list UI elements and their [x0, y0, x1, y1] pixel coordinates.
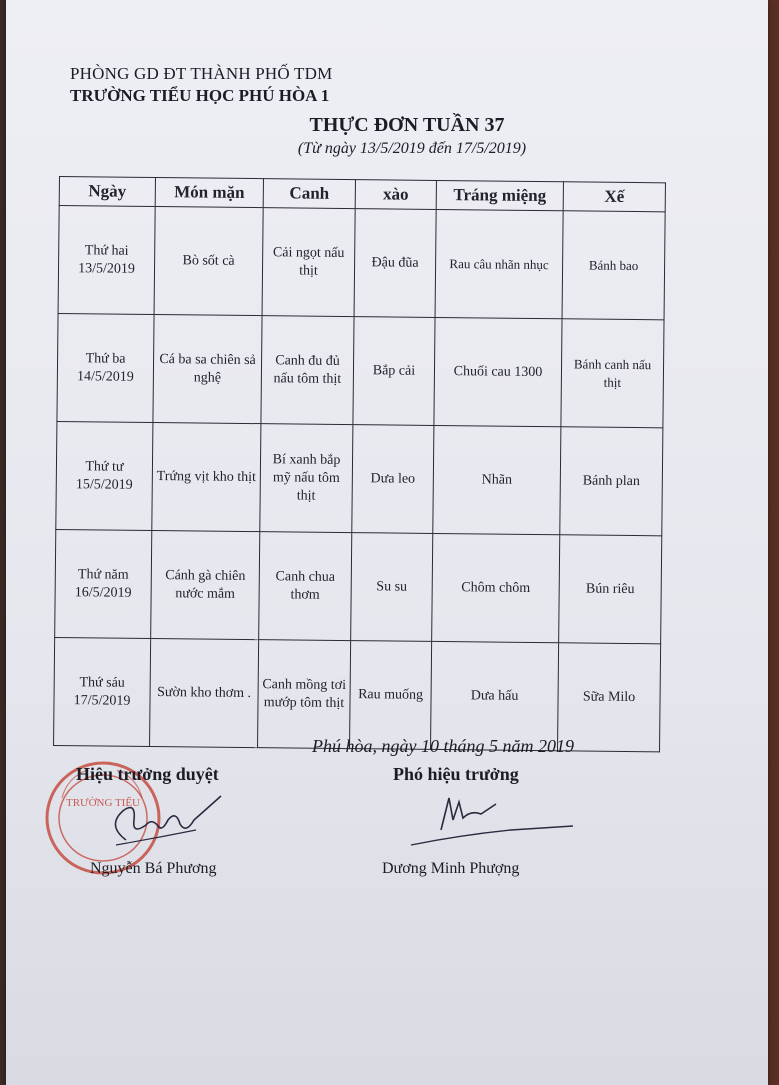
table-row	[56, 421, 663, 535]
menu-date-range: (Từ ngày 13/5/2019 đến 17/5/2019)	[297, 140, 527, 157]
column-header: Canh	[263, 179, 355, 209]
column-header: xào	[355, 180, 436, 210]
table-row	[57, 313, 664, 427]
column-header: Xế	[563, 182, 665, 212]
dessert-cell: Nhãn	[433, 425, 561, 534]
soup-cell: Canh mồng tơi mướp tôm thịt	[258, 640, 351, 749]
main-dish-cell: Trứng vịt kho thịt	[152, 422, 261, 531]
column-header: Món mặn	[155, 178, 263, 208]
weekly-menu-table	[53, 176, 666, 752]
day-cell	[55, 529, 152, 638]
main-dish-cell: Cánh gà chiên nước mắm	[151, 530, 260, 639]
dessert-cell: Chuối cau 1300	[434, 317, 562, 426]
signing-date: Phú hòa, ngày 10 tháng 5 năm 2019	[312, 736, 574, 756]
snack-cell: Sữa Milo	[558, 643, 661, 752]
school-header: TRƯỜNG TIỂU HỌC PHÚ HÒA 1	[70, 86, 330, 105]
stir-fry-cell: Dưa leo	[352, 425, 434, 534]
snack-cell: Bún riêu	[559, 535, 662, 644]
soup-cell: Canh đu đủ nấu tôm thịt	[261, 316, 354, 425]
day-date: 16/5/2019	[74, 584, 132, 601]
vice-principal-signature-icon	[401, 790, 581, 850]
table-row	[58, 206, 665, 320]
day-name: Thứ tư	[85, 458, 124, 475]
day-name: Thứ hai	[84, 242, 129, 259]
column-header: Ngày	[59, 177, 155, 207]
soup-cell: Bí xanh bắp mỹ nấu tôm thịt	[260, 424, 353, 533]
day-date: 13/5/2019	[78, 260, 136, 277]
dessert-cell: Chôm chôm	[432, 533, 560, 642]
stir-fry-cell: Su su	[351, 533, 433, 642]
principal-signature-icon	[96, 790, 226, 850]
stir-fry-cell: Đậu đũa	[354, 209, 436, 318]
day-cell	[56, 421, 153, 530]
soup-cell: Cải ngọt nấu thịt	[262, 208, 355, 317]
day-cell	[58, 206, 155, 315]
vice-principal-title: Phó hiệu trưởng	[393, 764, 519, 784]
table-row	[55, 529, 662, 643]
main-dish-cell: Cá ba sa chiên sả nghệ	[153, 315, 262, 424]
principal-name: Nguyễn Bá Phương	[90, 860, 217, 877]
day-date: 14/5/2019	[76, 368, 134, 385]
snack-cell: Bánh plan	[560, 427, 663, 536]
day-name: Thứ sáu	[79, 674, 125, 691]
day-cell	[57, 313, 154, 422]
day-name: Thứ ba	[85, 350, 126, 367]
dessert-cell: Dưa hấu	[431, 641, 559, 750]
stir-fry-cell: Bắp cải	[353, 317, 435, 426]
menu-document	[6, 0, 768, 1085]
day-name: Thứ năm	[77, 566, 129, 583]
dessert-cell: Rau câu nhãn nhục	[435, 209, 563, 318]
stir-fry-cell: Rau muống	[350, 641, 432, 750]
column-header: Tráng miệng	[436, 180, 563, 210]
snack-cell: Bánh bao	[562, 211, 665, 320]
snack-cell: Bánh canh nấu thịt	[561, 319, 664, 428]
day-cell	[54, 637, 151, 746]
vice-principal-name: Dương Minh Phượng	[382, 860, 520, 877]
main-dish-cell: Sườn kho thơm .	[150, 638, 259, 747]
menu-title: THỰC ĐƠN TUẦN 37	[309, 114, 505, 136]
seal-text: TRƯỜNG TIỂU	[65, 797, 141, 809]
day-date: 15/5/2019	[75, 476, 133, 493]
day-date: 17/5/2019	[73, 692, 131, 709]
soup-cell: Canh chua thơm	[259, 532, 352, 641]
principal-title: Hiệu trưởng duyệt	[76, 764, 219, 784]
table-row	[54, 637, 661, 751]
main-dish-cell: Bò sốt cà	[154, 207, 263, 316]
department-header: PHÒNG GD ĐT THÀNH PHỐ TDM	[70, 64, 333, 83]
